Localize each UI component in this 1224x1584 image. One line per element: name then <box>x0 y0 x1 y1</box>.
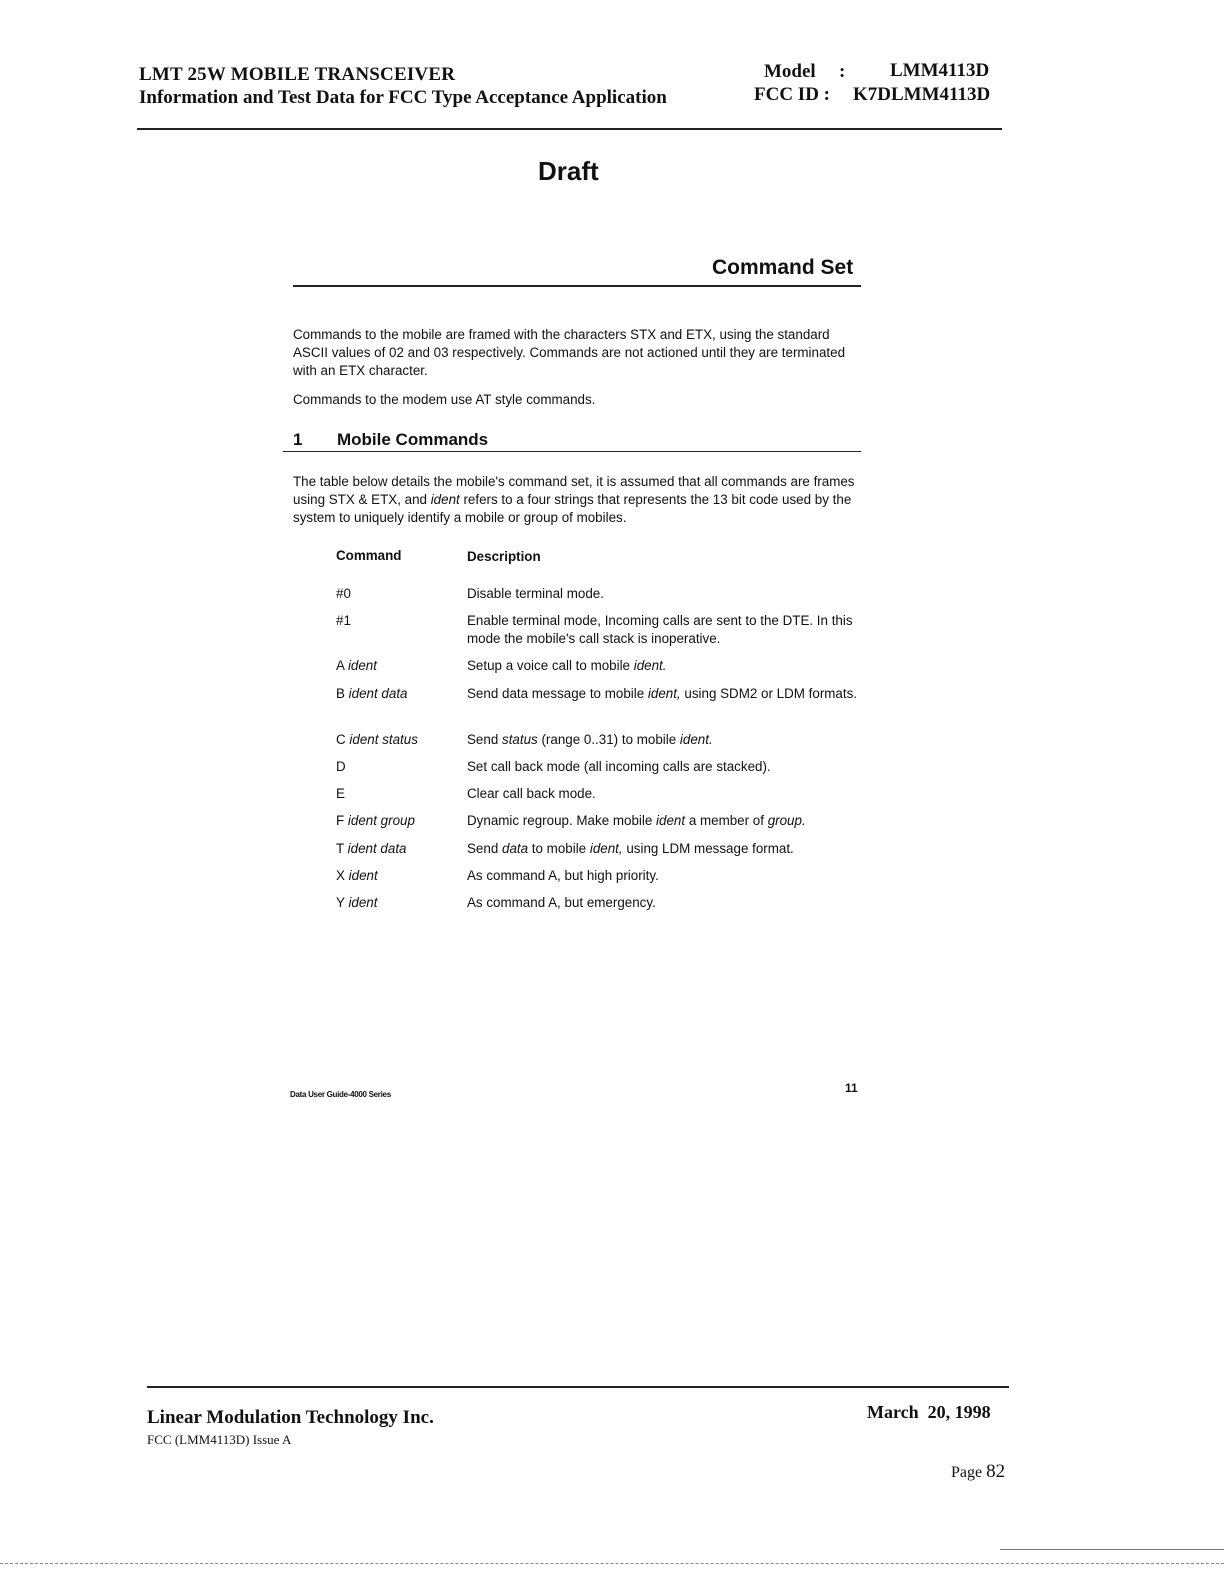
command-cell <box>336 686 408 701</box>
description-cell: Set call back mode (all incoming calls are stacked). <box>467 759 771 774</box>
page-label: Page <box>951 1464 983 1481</box>
description-cell: As command A, but high priority. <box>467 868 659 883</box>
description-cell: Clear call back mode. <box>467 786 596 801</box>
command-code: #1 <box>336 613 351 628</box>
command-code: E <box>336 786 345 801</box>
description-cell: As command A, but emergency. <box>467 895 656 910</box>
command-cell <box>336 732 418 747</box>
command-cell <box>336 813 415 828</box>
command-cell <box>336 895 377 910</box>
description-text: Setup a voice call to mobile <box>467 658 634 673</box>
inner-footer-guide: Data User Guide-4000 Series <box>290 1090 391 1099</box>
table-intro-text-a: The table below details the mobile's command set, it is assumed that all commands are frames using STX & ETX, and <box>293 474 855 507</box>
description-cell: Disable terminal mode. <box>467 586 604 601</box>
command-argument: ident data <box>348 686 408 701</box>
footer-divider <box>147 1386 1009 1388</box>
command-code: Y <box>336 895 345 910</box>
page-indicator <box>951 1461 1005 1483</box>
command-cell <box>336 658 377 673</box>
command-code: D <box>336 759 346 774</box>
command-argument: ident group <box>347 813 415 828</box>
description-text: to mobile <box>528 841 590 856</box>
model-label: Model <box>764 61 816 82</box>
command-cell <box>336 868 378 883</box>
command-code: B <box>336 686 345 701</box>
table-intro-paragraph <box>293 473 863 527</box>
command-cell <box>336 786 345 801</box>
command-set-divider <box>293 285 861 287</box>
fcc-issue: FCC (LMM4113D) Issue A <box>147 1432 292 1447</box>
document-date: March 20, 1998 <box>867 1402 991 1422</box>
description-cell <box>467 657 867 675</box>
description-cell <box>467 840 867 858</box>
command-set-heading: Command Set <box>712 256 854 279</box>
model-value: LMM4113D <box>890 60 990 81</box>
section-divider <box>283 451 861 452</box>
table-intro-ident: ident <box>430 492 460 507</box>
command-cell <box>336 759 346 774</box>
command-argument: ident <box>348 895 378 910</box>
command-cell <box>336 841 407 856</box>
description-cell <box>467 685 867 703</box>
description-text: Dynamic regroup. Make mobile <box>467 813 657 828</box>
intro-paragraph-1: Commands to the mobile are framed with the characters STX and ETX, using the standard ASCII values of 02 and 03 respectively. Commands are not actioned until they are terminated with an ETX character. <box>293 327 846 378</box>
company-name: Linear Modulation Technology Inc. <box>147 1407 434 1428</box>
command-argument: ident <box>348 868 378 883</box>
description-italic: ident, <box>589 841 623 856</box>
section-title: Mobile Commands <box>337 430 489 449</box>
description-italic: ident, <box>647 686 681 701</box>
inner-footer-page-number: 11 <box>845 1081 858 1095</box>
description-italic: ident. <box>679 732 713 747</box>
description-text: Send data message to mobile <box>467 686 648 701</box>
command-code: #0 <box>336 586 351 601</box>
draft-label: Draft <box>538 156 599 186</box>
page-number: 82 <box>986 1461 1006 1482</box>
command-argument: ident status <box>349 732 418 747</box>
table-header-command: Command <box>336 548 402 563</box>
command-code: C <box>336 732 346 747</box>
document-subtitle: Information and Test Data for FCC Type Acceptance Application <box>139 87 667 108</box>
intro-paragraph-2: Commands to the modem use AT style commands. <box>293 392 596 407</box>
description-text: (range 0..31) to mobile <box>537 732 680 747</box>
command-code: T <box>336 841 344 856</box>
scan-artifact-line <box>0 1563 1224 1564</box>
header-divider <box>137 128 1002 130</box>
section-number: 1 <box>293 430 303 449</box>
command-code: X <box>336 868 345 883</box>
description-cell <box>467 812 867 830</box>
description-italic: status <box>502 732 538 747</box>
command-argument: ident <box>347 658 377 673</box>
command-argument: ident data <box>347 841 407 856</box>
description-text: a member of <box>685 813 768 828</box>
table-intro-text-b: refers to a four strings that represents the 13 bit code used by the system to uniquely identify a mobile or group of mobiles. <box>293 492 852 525</box>
description-italic: data <box>502 841 529 856</box>
fcc-id-label: FCC ID : <box>754 84 830 105</box>
command-code: A <box>336 658 345 673</box>
document-title: LMT 25W MOBILE TRANSCEIVER <box>139 64 456 85</box>
command-code: F <box>336 813 345 828</box>
description-text: Send <box>467 841 502 856</box>
description-cell <box>467 731 867 749</box>
command-cell <box>336 586 351 601</box>
description-text: using SDM2 or LDM formats. <box>680 686 858 701</box>
description-cell: Enable terminal mode, Incoming calls are sent to the DTE. In this mode the mobile's call stack is inoperative. <box>467 613 853 646</box>
description-italic: group. <box>767 813 806 828</box>
fcc-id-value: K7DLMM4113D <box>853 84 991 105</box>
scan-artifact-line <box>1000 1549 1224 1550</box>
command-cell <box>336 613 351 628</box>
model-colon: : <box>839 61 846 82</box>
table-header-description: Description <box>467 549 541 564</box>
description-text: Send <box>467 732 502 747</box>
description-text: using LDM message format. <box>622 841 794 856</box>
description-italic: ident <box>656 813 686 828</box>
description-italic: ident. <box>633 658 667 673</box>
